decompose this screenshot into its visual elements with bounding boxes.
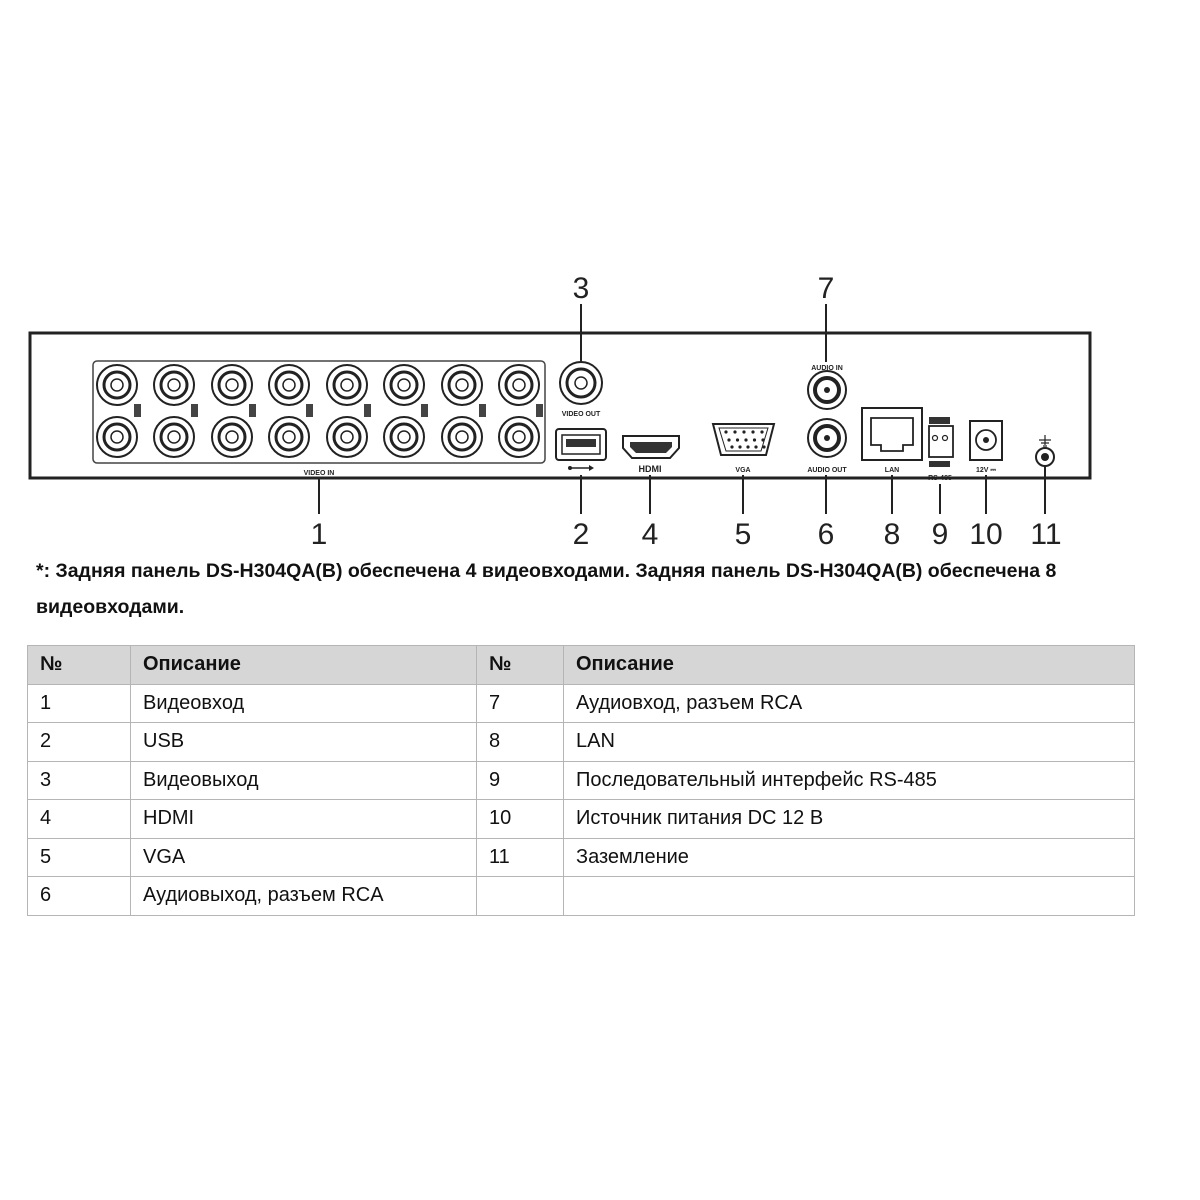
description-table [27, 645, 1135, 916]
bnc-connector [499, 365, 539, 405]
cell-desc: Видеовыход [131, 761, 477, 800]
rear-panel-diagram [0, 0, 1200, 560]
vga-port [713, 424, 774, 455]
cell-desc: Аудиовыход, разъем RCA [131, 877, 477, 916]
video-in-bnc-group [97, 365, 543, 457]
panel-note: *: Задняя панель DS-H304QA(B) обеспечена 4 видеовходами. Задняя панель DS-H304QA(B) обеспечена 8 видеовходами. [36, 560, 1057, 618]
bnc-connector [212, 365, 252, 405]
vga-pin [760, 430, 763, 433]
lan-port [862, 408, 922, 460]
bnc-connector [384, 365, 424, 405]
channel-badge [306, 404, 313, 417]
cell-desc: Заземление [564, 838, 1135, 877]
callout-9: 9 [931, 518, 949, 551]
callout-3: 3 [572, 272, 590, 305]
cell-num: 4 [28, 800, 131, 839]
callout-8: 8 [883, 518, 901, 551]
bnc-connector [154, 417, 194, 457]
hdmi-port [623, 436, 679, 458]
callout-10: 10 [969, 518, 1003, 551]
usb-port [556, 429, 606, 460]
header-num-right: № [477, 646, 564, 685]
vga-pin [754, 445, 757, 448]
table-row [28, 877, 1135, 916]
bnc-connector [327, 417, 367, 457]
cell-num: 7 [477, 684, 564, 723]
channel-badge [536, 404, 543, 417]
label-power: 12V ⎓ [976, 467, 996, 474]
cell-num: 9 [477, 761, 564, 800]
cell-desc: LAN [564, 723, 1135, 762]
label-lan: LAN [884, 467, 900, 474]
bnc-connector [384, 417, 424, 457]
bnc-connector [269, 365, 309, 405]
table-row [28, 800, 1135, 839]
cell-num: 2 [28, 723, 131, 762]
label-video-out: VIDEO OUT [561, 411, 601, 418]
label-rs485: RS-485 [928, 475, 952, 482]
video-in-group-frame [93, 361, 545, 463]
bnc-connector [97, 417, 137, 457]
bnc-connector [442, 417, 482, 457]
cell-num: 10 [477, 800, 564, 839]
cell-desc: Видеовход [131, 684, 477, 723]
vga-pin [730, 445, 733, 448]
bnc-connector [212, 417, 252, 457]
vga-pin [746, 445, 749, 448]
vga-pin [762, 445, 765, 448]
cell-num [477, 877, 564, 916]
audio-in-rca [808, 371, 846, 409]
channel-badge [364, 404, 371, 417]
cell-desc: Аудиовход, разъем RCA [564, 684, 1135, 723]
callout-11: 11 [1030, 518, 1062, 551]
table-row [28, 684, 1135, 723]
bnc-connector [499, 417, 539, 457]
cell-num: 6 [28, 877, 131, 916]
header-desc-left: Описание [131, 646, 477, 685]
table-header-row [28, 646, 1135, 685]
callout-6: 6 [817, 518, 835, 551]
cell-num: 5 [28, 838, 131, 877]
cell-desc: USB [131, 723, 477, 762]
table-row [28, 761, 1135, 800]
cell-desc: Последовательный интерфейс RS-485 [564, 761, 1135, 800]
header-num-left: № [28, 646, 131, 685]
table-row [28, 723, 1135, 762]
callout-1: 1 [310, 518, 328, 551]
callout-5: 5 [734, 518, 752, 551]
rs485-terminal [929, 417, 953, 467]
channel-badge [249, 404, 256, 417]
vga-pin [753, 438, 756, 441]
audio-out-rca [808, 419, 846, 457]
vga-pin [736, 438, 739, 441]
power-jack [970, 421, 1002, 460]
usb-icon [568, 465, 594, 471]
vga-pin [751, 430, 754, 433]
vga-pin [744, 438, 747, 441]
label-hdmi: HDMI [638, 464, 662, 474]
cell-num: 3 [28, 761, 131, 800]
label-video-in: VIDEO IN [303, 470, 335, 477]
vga-pin [724, 430, 727, 433]
callout-2: 2 [572, 518, 590, 551]
label-vga: VGA [735, 467, 751, 474]
callout-4: 4 [641, 518, 659, 551]
table-row [28, 838, 1135, 877]
cell-desc: VGA [131, 838, 477, 877]
header-desc-right: Описание [564, 646, 1135, 685]
channel-badge [134, 404, 141, 417]
bnc-connector [442, 365, 482, 405]
vga-pin [733, 430, 736, 433]
ground-terminal [1036, 448, 1054, 466]
vga-pin [761, 438, 764, 441]
video-out-bnc [560, 362, 602, 404]
cell-num: 8 [477, 723, 564, 762]
cell-desc: Источник питания DC 12 В [564, 800, 1135, 839]
channel-badge [421, 404, 428, 417]
channel-badge [191, 404, 198, 417]
vga-pin [727, 438, 730, 441]
vga-pin [738, 445, 741, 448]
cell-desc: HDMI [131, 800, 477, 839]
bnc-connector [327, 365, 367, 405]
bnc-connector [97, 365, 137, 405]
label-audio-out: AUDIO OUT [807, 467, 847, 474]
cell-num: 1 [28, 684, 131, 723]
label-audio-in: AUDIO IN [811, 365, 843, 372]
channel-badge [479, 404, 486, 417]
bnc-connector [154, 365, 194, 405]
bnc-connector [269, 417, 309, 457]
callout-7: 7 [817, 272, 835, 305]
cell-desc [564, 877, 1135, 916]
vga-pin [742, 430, 745, 433]
cell-num: 11 [477, 838, 564, 877]
ground-icon [1039, 435, 1051, 446]
